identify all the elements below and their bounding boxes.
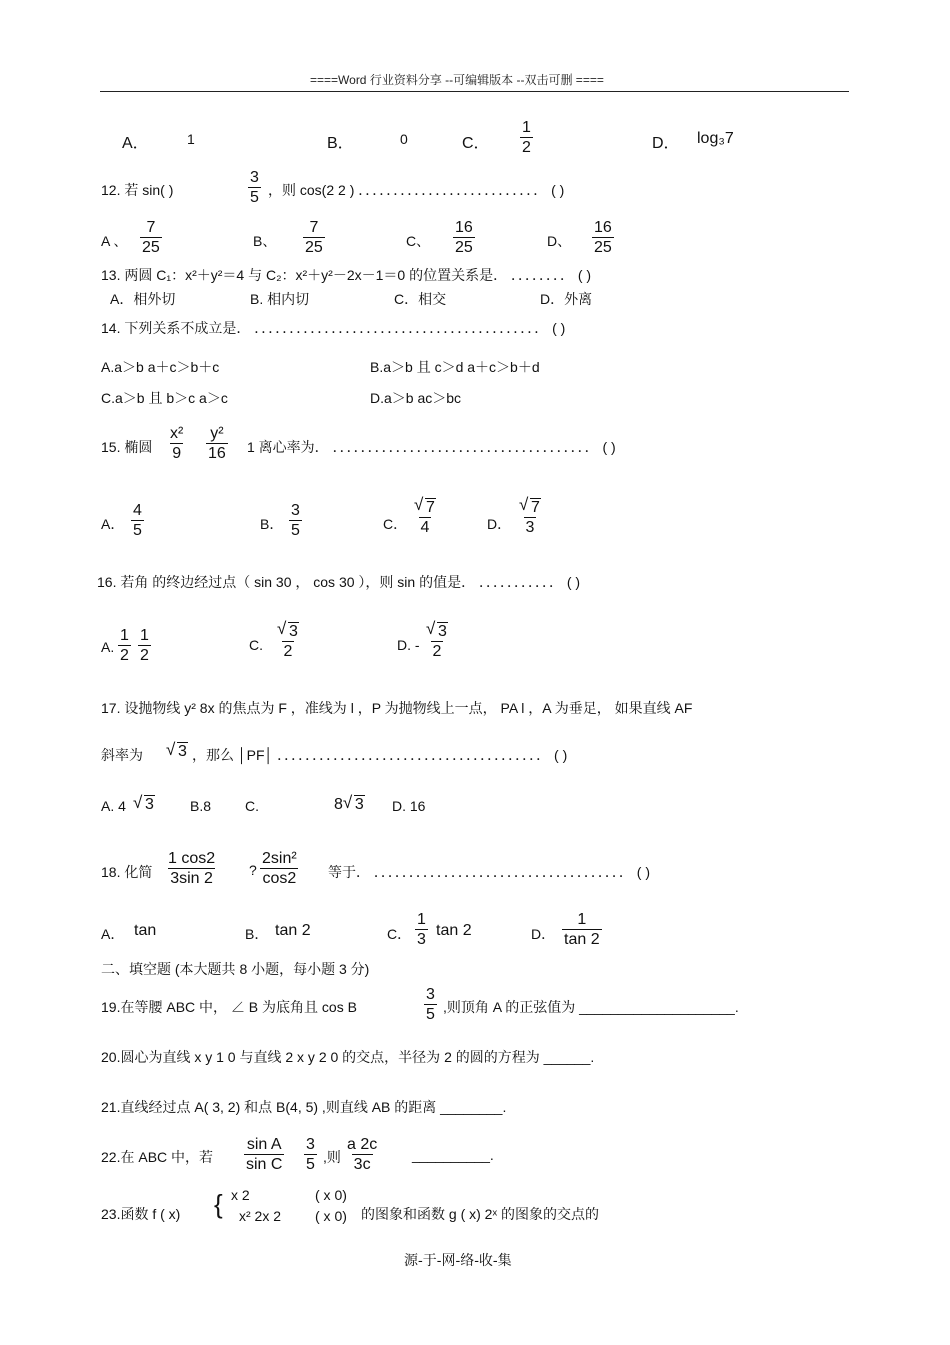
q18-option-a-label: A． xyxy=(101,926,125,942)
q12-option-b-label: B、 xyxy=(253,233,277,249)
q15-b-den: 5 xyxy=(291,522,300,539)
q16-d-den: 2 xyxy=(432,643,442,660)
q19-stem: 19.在等腰 ABC 中， ∠ B 为底角且 cos B xyxy=(101,999,357,1015)
sqrt-symbol: √ 3 xyxy=(342,793,364,813)
q17-stem-line1: 17. 设抛物线 y² 8x 的焦点为 F ，准线为 l ，P 为抛物线上一点， PA l ，A 为垂足， 如果直线 AF xyxy=(101,700,693,716)
header-rule xyxy=(100,91,849,92)
q15-option-a-label: A． xyxy=(101,516,125,532)
q22-f2-den: 5 xyxy=(306,1156,315,1173)
q12-d-num: 16 xyxy=(594,219,612,236)
q18-f1-den: 3sin 2 xyxy=(170,870,213,887)
q16-option-c-fraction xyxy=(275,619,301,661)
q13-option-b: B. 相内切 xyxy=(250,291,310,307)
q22-fraction-2 xyxy=(304,1135,317,1174)
q16-stem: 16. 若角 的终边经过点（ sin 30 ， cos 30 ），则 sin 的值是． ．．．．．．．．．．． ( ) xyxy=(97,574,581,590)
q13-option-d: D．外离 xyxy=(540,291,593,307)
q16-option-d-fraction xyxy=(424,619,450,661)
q15-a-den: 5 xyxy=(133,522,142,539)
q20-stem: 20.圆心为直线 x y 1 0 与直线 2 x y 2 0 的交点，半径为 2 的圆的方程为 ______. xyxy=(101,1049,595,1065)
q18-mid: ? xyxy=(249,862,257,878)
section-fill-in-title: 二、填空题 (本大题共 8 小题，每小题 3 分) xyxy=(101,961,370,977)
q11-c-numerator: 1 xyxy=(522,119,531,136)
q16-option-d-label: D. - xyxy=(397,637,420,653)
q18-f2-den: cos2 xyxy=(262,870,297,887)
q23-cond-1: ( x 0) xyxy=(315,1187,347,1203)
q19-den: 5 xyxy=(426,1006,435,1023)
q15-d-radicand: 7 xyxy=(531,499,540,516)
q23-brace: { xyxy=(214,1189,223,1219)
q13-option-a: A．相外切 xyxy=(110,291,176,307)
q18-c-den: 3 xyxy=(417,931,426,948)
q22-fraction-3 xyxy=(345,1135,379,1174)
q18-c-num: 1 xyxy=(417,911,426,928)
q22-blank: __________. xyxy=(412,1147,494,1163)
q17-radicand: 3 xyxy=(178,743,187,760)
q11-option-d-value: log₃7 xyxy=(697,130,734,147)
q15-x-den: 9 xyxy=(172,445,182,462)
q17-a-radicand: 3 xyxy=(145,796,154,813)
q12-option-a-label: A 、 xyxy=(101,233,128,249)
q15-a-num: 4 xyxy=(133,502,142,519)
q23-stem-continued: 的图象和函数 g ( x) 2ˣ 的图象的交点的 xyxy=(361,1206,599,1222)
q15-fraction-x xyxy=(168,424,185,463)
q16-c-radicand: 3 xyxy=(289,623,298,640)
q15-c-radicand: 7 xyxy=(426,499,435,516)
q16-c-num xyxy=(275,619,301,641)
q15-y-num: y² xyxy=(210,425,224,442)
q14-option-b: B.a＞b 且 c＞d a＋c＞b＋d xyxy=(370,359,540,375)
q12-b-num: 7 xyxy=(309,219,319,236)
q19-num: 3 xyxy=(426,986,435,1003)
q15-d-den: 3 xyxy=(525,519,535,536)
q14-stem: 14. 下列关系不成立是． ．．．．．．．．．．．．．．．．．．．．．．．．．．．．．．．．．．．．．．．．． ( ) xyxy=(101,320,566,336)
sqrt-symbol: √ 3 xyxy=(277,619,298,640)
q12-option-c-fraction xyxy=(453,218,475,257)
q17-option-b: B.8 xyxy=(190,798,212,814)
q15-option-c-label: C． xyxy=(383,516,408,532)
q13-option-c: C．相交 xyxy=(394,291,447,307)
q17-sqrt xyxy=(166,740,188,761)
q15-b-num: 3 xyxy=(291,502,300,519)
q15-option-b-fraction xyxy=(289,501,302,540)
q12-fraction xyxy=(248,168,261,207)
sqrt-symbol: √ 7 xyxy=(519,495,540,516)
q15-option-c-fraction xyxy=(412,495,438,537)
q18-option-d-label: D． xyxy=(531,926,556,942)
sqrt-symbol: √ 7 xyxy=(414,495,435,516)
q12-option-b-fraction xyxy=(303,218,325,257)
q16-a-num2: 1 xyxy=(140,627,149,644)
q15-fraction-y xyxy=(206,424,228,463)
q11-option-a-value: 1 xyxy=(187,131,195,147)
q12-stem-continued: ，则 cos(2 2 ) ．．．．．．．．．．．．．．．．．．．．．．．．．． ( ) xyxy=(268,182,565,198)
sqrt-symbol: √ 3 xyxy=(133,793,154,813)
q12-option-a-fraction xyxy=(140,218,162,257)
q16-option-c-label: C. xyxy=(249,637,263,653)
q16-c-den: 2 xyxy=(283,643,293,660)
q22-stem: 22.在 ABC 中，若 xyxy=(101,1149,214,1165)
q15-label: 15. 椭圆 xyxy=(101,439,153,455)
q19-fraction xyxy=(424,985,437,1024)
q12-option-c-label: C、 xyxy=(406,233,431,249)
q15-c-den: 4 xyxy=(420,519,430,536)
q18-f2-num: 2sin² xyxy=(262,850,297,867)
q22-f1-den: sin C xyxy=(246,1156,283,1173)
q22-f1-num: sin A xyxy=(246,1136,282,1153)
q23-case-1: x 2 xyxy=(231,1187,250,1203)
q17-option-c-label: C. xyxy=(245,798,259,814)
q17-option-d: D. 16 xyxy=(392,798,426,814)
q12-denominator: 5 xyxy=(250,189,259,206)
q23-label: 23.函数 f ( x) xyxy=(101,1206,181,1222)
q11-option-b-value: 0 xyxy=(400,131,408,147)
q18-option-c-fraction xyxy=(415,910,428,949)
q12-d-den: 25 xyxy=(594,239,612,256)
q16-a-num1: 1 xyxy=(120,627,129,644)
q12-a-num: 7 xyxy=(146,219,156,236)
q15-option-d-label: D． xyxy=(487,516,512,532)
q17-c-radicand: 3 xyxy=(354,796,364,813)
q15-c-num xyxy=(412,495,438,517)
q21-stem: 21.直线经过点 A( 3, 2) 和点 B(4, 5) ,则直线 AB 的距离 ________. xyxy=(101,1099,507,1115)
q18-option-d-fraction xyxy=(562,910,602,949)
q15-option-b-label: B． xyxy=(260,516,284,532)
q18-option-a-value: tan xyxy=(134,922,157,939)
q17-option-a-sqrt xyxy=(133,793,155,814)
q12-option-d-label: D、 xyxy=(547,233,572,249)
q18-d-den: tan 2 xyxy=(564,931,600,948)
q11-option-b-label: B． xyxy=(327,135,354,152)
q15-d-num xyxy=(517,495,543,517)
sqrt-symbol: √ 3 xyxy=(166,740,187,760)
q17-stem-line2-end: ，那么 │PF│ ．．．．．．．．．．．．．．．．．．．．．．．．．．．．．．．．．．．．．． ( ) xyxy=(192,747,568,763)
q12-numerator: 3 xyxy=(250,169,259,186)
q15-x-num: x² xyxy=(170,425,184,442)
q22-f3-den: 3c xyxy=(353,1156,371,1173)
q18-f1-num: 1 cos2 xyxy=(168,850,216,867)
q11-option-c-fraction xyxy=(520,118,533,157)
q18-stem-continued: 等于． ．．．．．．．．．．．．．．．．．．．．．．．．．．．．．．．．．．．． ( ) xyxy=(328,864,650,880)
q22-f2-num: 3 xyxy=(306,1136,315,1153)
page-footer: 源-于-网-络-收-集 xyxy=(404,1253,512,1269)
q14-option-d: D.a＞b ac＞bc xyxy=(370,390,462,406)
q23-cond-2: ( x 0) xyxy=(315,1208,347,1224)
q11-option-a-label: A． xyxy=(122,135,149,152)
q15-y-den: 16 xyxy=(208,445,226,462)
q11-c-denominator: 2 xyxy=(522,139,531,156)
q23-case-2: x² 2x 2 xyxy=(239,1208,282,1224)
q17-option-c-value xyxy=(334,793,365,814)
q13-stem: 13. 两圆 C₁：x²＋y²＝4 与 C₂：x²＋y²－2x－1＝0 的位置关系是． ．．．．．．．． ( ) xyxy=(101,267,592,283)
page-header: ====Word 行业资料分享 --可编辑版本 --双击可删 ==== xyxy=(310,73,604,87)
q11-option-c-label: C． xyxy=(462,135,490,152)
q22-f3-num: a 2c xyxy=(347,1136,378,1153)
q18-fraction-1 xyxy=(166,849,217,888)
q16-option-a-fraction-2 xyxy=(138,626,151,665)
q16-d-radicand: 3 xyxy=(438,623,447,640)
q15-option-d-fraction xyxy=(517,495,543,537)
q16-a-den1: 2 xyxy=(120,647,129,664)
q14-option-a: A.a＞b a＋c＞b＋c xyxy=(101,359,220,375)
q18-label: 18. 化简 xyxy=(101,864,153,880)
q18-option-c-value: tan 2 xyxy=(436,922,472,939)
q16-option-a-label: A. xyxy=(101,639,115,655)
q12-b-den: 25 xyxy=(305,239,323,256)
sqrt-symbol: √ 3 xyxy=(426,619,447,640)
q18-option-c-label: C． xyxy=(387,926,412,942)
q14-option-c: C.a＞b 且 b＞c a＞c xyxy=(101,390,228,406)
q12-c-num: 16 xyxy=(455,219,473,236)
q11-option-d-label: D． xyxy=(652,135,680,152)
q17-option-a-label: A. 4 xyxy=(101,798,126,814)
q12-stem: 12. 若 sin( ) xyxy=(101,182,174,198)
q16-option-a-fraction-1 xyxy=(118,626,131,665)
q15-stem-continued: 1 离心率为． ．．．．．．．．．．．．．．．．．．．．．．．．．．．．．．．．．．．．． ( ) xyxy=(247,439,616,455)
q12-c-den: 25 xyxy=(455,239,473,256)
q22-mid: ,则 xyxy=(323,1149,341,1165)
q16-d-num xyxy=(424,619,450,641)
q12-option-d-fraction xyxy=(592,218,614,257)
q19-stem-continued: ,则顶角 A 的正弦值为 ____________________. xyxy=(443,999,739,1015)
q17-stem-line2-start: 斜率为 xyxy=(101,747,143,763)
q18-fraction-2 xyxy=(260,849,299,888)
q17-c-prefix: 8 xyxy=(334,796,343,813)
q18-option-b-value: tan 2 xyxy=(275,922,311,939)
q12-a-den: 25 xyxy=(142,239,160,256)
q16-a-den2: 2 xyxy=(140,647,149,664)
q18-option-b-label: B． xyxy=(245,926,269,942)
q18-d-num: 1 xyxy=(577,911,587,928)
q22-fraction-1 xyxy=(244,1135,284,1174)
q15-option-a-fraction xyxy=(131,501,144,540)
